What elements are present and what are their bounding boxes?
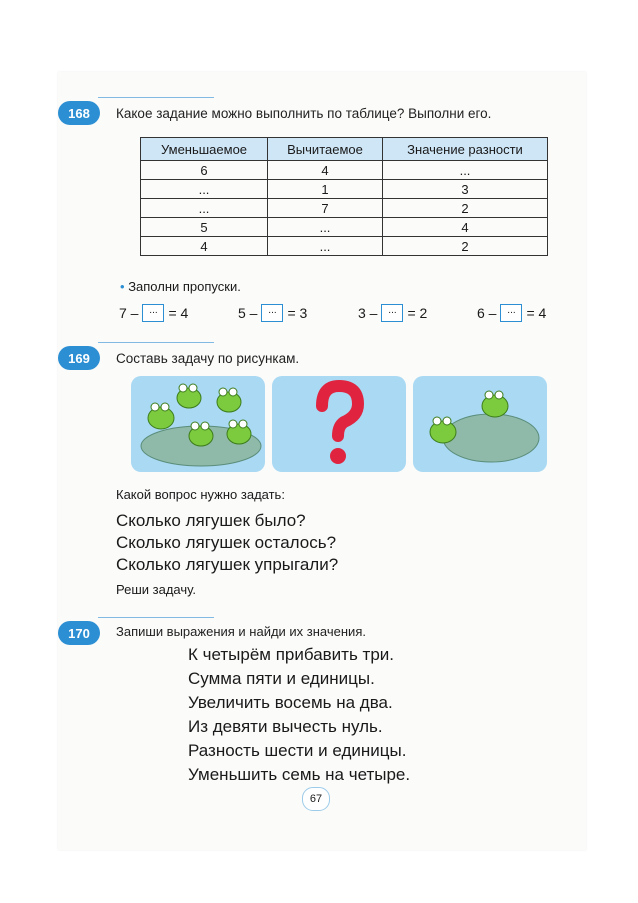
table-header: Вычитаемое (268, 138, 383, 161)
table-row (141, 180, 548, 199)
equation-left: 5 – (238, 305, 258, 321)
question-label: Какой вопрос нужно задать: (116, 487, 285, 502)
table-header: Значение разности (383, 138, 548, 161)
solve-label: Реши задачу. (116, 582, 196, 597)
answer-box[interactable]: ... (261, 304, 283, 322)
expression-item: Разность шести и единицы. (188, 741, 407, 760)
fill-label-text: Заполни пропуски. (128, 279, 241, 294)
equation-left: 7 – (119, 305, 139, 321)
page-number: 67 (302, 787, 330, 811)
task-divider (98, 617, 214, 618)
table-row (141, 218, 548, 237)
answer-box[interactable]: ... (381, 304, 403, 322)
table-cell: 6 (141, 161, 268, 180)
task-168-number: 168 (58, 101, 100, 125)
fill-label (120, 279, 241, 294)
expression-item: Сумма пяти и единицы. (188, 669, 375, 688)
table-cell: 3 (383, 180, 548, 199)
table-row (141, 199, 548, 218)
table-cell: 2 (383, 199, 548, 218)
table-cell: 4 (268, 161, 383, 180)
equation-left: 3 – (358, 305, 378, 321)
task-169-text: Составь задачу по рисункам. (116, 351, 300, 366)
question-item: Сколько лягушек упрыгали? (116, 555, 339, 574)
table-cell: 4 (141, 237, 268, 256)
expression-item: Из девяти вычесть нуль. (188, 717, 383, 736)
expression-item: К четырём прибавить три. (188, 645, 395, 664)
table-cell: 2 (383, 237, 548, 256)
task-divider (98, 342, 214, 343)
task-divider (98, 97, 214, 98)
question-mark-icon (272, 376, 406, 472)
task-169-number: 169 (58, 346, 100, 370)
question-item: Сколько лягушек осталось? (116, 533, 337, 552)
frogs-picture (131, 376, 265, 472)
equation (358, 304, 427, 322)
equation (477, 304, 546, 322)
task-170-text: Запиши выражения и найди их значения. (116, 624, 366, 639)
table-cell: 5 (141, 218, 268, 237)
frogs-on-lily-pad-icon (131, 376, 265, 472)
expression-item: Увеличить восемь на два. (188, 693, 393, 712)
table-cell: ... (141, 180, 268, 199)
expression-item: Уменьшить семь на четыре. (188, 765, 411, 784)
table-cell: ... (268, 218, 383, 237)
answer-box[interactable]: ... (142, 304, 164, 322)
answer-box[interactable]: ... (500, 304, 522, 322)
question-list (116, 510, 338, 576)
equation-right: = 4 (526, 305, 547, 321)
table-header: Уменьшаемое (141, 138, 268, 161)
table-row (141, 161, 548, 180)
question-item: Сколько лягушек было? (116, 511, 306, 530)
expression-list (188, 643, 410, 787)
table-cell: 1 (268, 180, 383, 199)
bullet-icon: • (120, 279, 125, 294)
equation (238, 304, 307, 322)
equation-right: = 4 (168, 305, 189, 321)
equation-left: 6 – (477, 305, 497, 321)
equation-right: = 3 (287, 305, 308, 321)
question-picture (272, 376, 406, 472)
table-cell: ... (141, 199, 268, 218)
equation (119, 304, 188, 322)
table-cell: 7 (268, 199, 383, 218)
table-cell: 4 (383, 218, 548, 237)
task-170-number: 170 (58, 621, 100, 645)
one-frog-picture (413, 376, 547, 472)
subtraction-table (140, 137, 548, 256)
table-row (141, 237, 548, 256)
table-cell: ... (268, 237, 383, 256)
table-cell: ... (383, 161, 548, 180)
task-168-text: Какое задание можно выполнить по таблице? Выполни его. (116, 106, 492, 121)
frog-on-lily-pad-icon (413, 376, 547, 472)
equation-right: = 2 (407, 305, 428, 321)
